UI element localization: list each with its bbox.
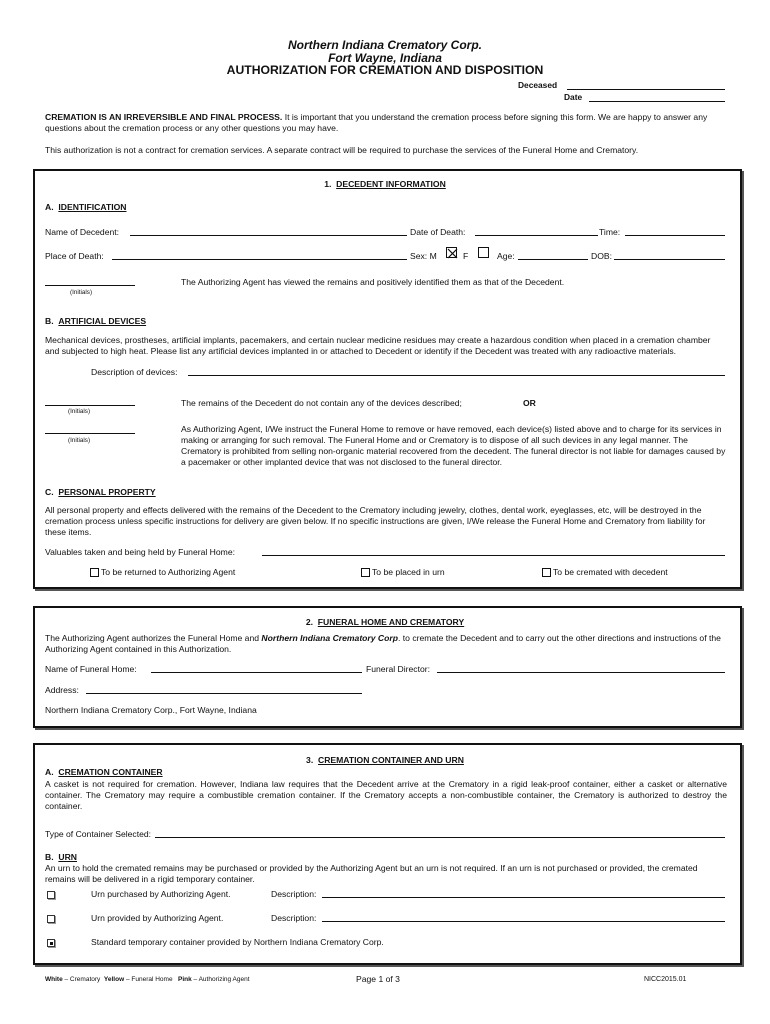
time-of-death-label: Time:	[599, 227, 621, 237]
funeral-director-field[interactable]	[437, 672, 725, 673]
personal-property-paragraph: All personal property and effects delivered with the remains of the Decedent to the Crematory including jewelry, clothes, dental work, eyeglasses, etc, will be destroyed in the cremation process unless specific instructions for delivery are given below. If no specific instructions are given, I/We release the Funeral Home and Crematory from liability for these items.	[45, 505, 706, 537]
company-location: Fort Wayne, Indiana	[328, 51, 442, 65]
cremate-with-decedent-checkbox[interactable]	[542, 568, 551, 577]
section1-number: 1.	[324, 179, 332, 189]
standard-container-label: Standard temporary container provided by Northern Indiana Crematory Corp.	[91, 937, 384, 947]
section2-heading	[0, 617, 770, 627]
valuables-label: Valuables taken and being held by Funeral Home:	[45, 547, 235, 557]
contract-note: This authorization is not a contract for cremation services. A separate contract will be required to purchase the services of the Funeral Home and Crematory.	[45, 145, 639, 155]
section2-title: FUNERAL HOME AND CREMATORY	[317, 617, 465, 627]
subsection-a-letter: A.	[45, 202, 54, 212]
yellow-copy-dest: – Funeral Home	[125, 976, 173, 983]
section2-number: 2.	[305, 617, 313, 627]
date-label: Date	[564, 92, 583, 102]
authorization-post: . to cremate the Decedent and to carry out the other directions and instructions of the Authorizing Agent contained in this Authorization.	[45, 633, 721, 654]
urn-purchased-description-field[interactable]	[322, 897, 725, 898]
cremate-with-decedent-label: To be cremated with decedent	[553, 567, 668, 577]
section3-number: 3.	[306, 755, 314, 765]
subsection-identification	[45, 202, 126, 212]
container-type-label: Type of Container Selected:	[45, 829, 152, 839]
form-title: AUTHORIZATION FOR CREMATION AND DISPOSITION	[226, 63, 544, 77]
container-paragraph: A casket is not required for cremation. However, Indiana law requires that the Decedent arrive at the Crematory in a rigid leak-proof container, either a casket or alternative container. The Crematory may require a combustible cremation container. If the Crematory accepts a non-combustible container, the Crematory is authorized to destroy the container.	[45, 779, 727, 811]
urn-purchased-checkbox[interactable]	[47, 891, 55, 899]
remove-devices-statement: As Authorizing Agent, I/We instruct the Funeral Home to remove or have removed, each device(s) listed above and to charge for its services in making or arranging for such removal. The Funeral Home and or Crematory is to dispose of all such devices in any legal manner. The Crematory is prohibited from selling non-organic material recovered from the decedent. The funeral director is not liable for damages caused by a pacemaker or other implanted device that was not disclosed to the funeral director.	[181, 424, 726, 467]
standard-container-checkbox[interactable]	[47, 939, 55, 947]
warning-rest: It is important that you understand the cremation process before signing this form. We are happy to answer any questions about the cremation process or any other questions you may have.	[45, 112, 708, 133]
warning-bold: CREMATION IS AN IRREVERSIBLE AND FINAL PROCESS.	[45, 112, 283, 122]
address-field[interactable]	[86, 693, 362, 694]
deceased-field[interactable]	[567, 89, 725, 90]
urn-provided-label: Urn provided by Authorizing Agent.	[91, 913, 224, 923]
subsection-personal-property	[45, 487, 156, 497]
subsection-3a-title: CREMATION CONTAINER	[58, 767, 163, 777]
checked-dot-icon	[50, 942, 53, 945]
sex-f-checkbox[interactable]	[478, 247, 489, 258]
company-name: Northern Indiana Crematory Corp.	[287, 38, 483, 52]
date-field[interactable]	[589, 101, 725, 102]
place-in-urn-label: To be placed in urn	[372, 567, 445, 577]
urn-paragraph: An urn to hold the cremated remains may be purchased or provided by the Authorizing Agent but an urn is not required. If an urn is not purchased or provided, the cremated remains will be delivered in a rigid temporary container.	[45, 863, 698, 884]
urn-provided-description-field[interactable]	[322, 921, 725, 922]
return-to-agent-checkbox[interactable]	[90, 568, 99, 577]
name-of-decedent-field[interactable]	[130, 235, 407, 236]
check-x-icon	[447, 248, 458, 259]
initials-no-devices-field[interactable]	[45, 405, 135, 406]
sex-m-label: Sex: M	[410, 251, 437, 261]
date-of-death-field[interactable]	[475, 235, 598, 236]
viewed-remains-statement: The Authorizing Agent has viewed the remains and positively identified them as that of the Decedent.	[181, 277, 565, 287]
dob-field[interactable]	[614, 259, 725, 260]
subsection-3a-letter: A.	[45, 767, 54, 777]
form-code: NICC2015.01	[644, 976, 687, 983]
devices-description-label: Description of devices:	[91, 367, 178, 377]
age-field[interactable]	[518, 259, 588, 260]
page-number: Page 1 of 3	[356, 974, 400, 984]
section3-heading	[0, 755, 770, 765]
no-devices-statement: The remains of the Decedent do not contain any of the devices described;	[181, 398, 462, 408]
pink-copy-label: Pink	[177, 976, 192, 983]
crematory-line: Northern Indiana Crematory Corp., Fort Wayne, Indiana	[45, 705, 257, 715]
section3-title: CREMATION CONTAINER AND URN	[318, 755, 464, 765]
subsection-artificial-devices	[45, 316, 146, 326]
initials-label: (Initials)	[68, 408, 91, 415]
white-copy-dest: – Crematory	[64, 976, 101, 983]
return-to-agent-label: To be returned to Authorizing Agent	[101, 567, 236, 577]
container-type-field[interactable]	[155, 837, 725, 838]
subsection-3b-title: URN	[58, 852, 77, 862]
authorization-paragraph	[45, 633, 727, 655]
section1-title: DECEDENT INFORMATION	[336, 179, 446, 189]
subsection-a-title: IDENTIFICATION	[58, 202, 127, 212]
copy-distribution	[45, 976, 250, 983]
initials-label: (Initials)	[68, 437, 91, 444]
urn-provided-description-label: Description:	[271, 913, 317, 923]
time-of-death-field[interactable]	[625, 235, 725, 236]
place-of-death-field[interactable]	[112, 259, 407, 260]
address-label: Address:	[45, 685, 79, 695]
urn-provided-checkbox[interactable]	[47, 915, 55, 923]
pink-copy-dest: – Authorizing Agent	[193, 976, 250, 983]
yellow-copy-label: Yellow	[103, 976, 125, 983]
age-label: Age:	[497, 251, 515, 261]
or-label: OR	[523, 398, 536, 408]
subsection-b-letter: B.	[45, 316, 54, 326]
authorization-company: Northern Indiana Crematory Corp	[261, 633, 398, 643]
subsection-b-title: ARTIFICIAL DEVICES	[58, 316, 147, 326]
sex-m-checkbox[interactable]	[446, 247, 457, 258]
sex-f-label: F	[463, 251, 469, 261]
subsection-c-letter: C.	[45, 487, 54, 497]
funeral-home-name-field[interactable]	[151, 672, 362, 673]
funeral-home-name-label: Name of Funeral Home:	[45, 664, 137, 674]
initials-remove-devices-field[interactable]	[45, 433, 135, 434]
deceased-label: Deceased	[518, 80, 558, 90]
subsection-3b-letter: B.	[45, 852, 54, 862]
date-of-death-label: Date of Death:	[410, 227, 466, 237]
funeral-director-label: Funeral Director:	[366, 664, 430, 674]
urn-purchased-description-label: Description:	[271, 889, 317, 899]
authorization-pre: The Authorizing Agent authorizes the Funeral Home and	[45, 633, 260, 643]
section1-heading	[0, 179, 770, 189]
place-in-urn-checkbox[interactable]	[361, 568, 370, 577]
subsection-c-title: PERSONAL PROPERTY	[58, 487, 156, 497]
initials-label: (Initials)	[70, 289, 93, 296]
dob-label: DOB:	[591, 251, 613, 261]
urn-purchased-label: Urn purchased by Authorizing Agent.	[91, 889, 231, 899]
irreversible-warning	[45, 112, 725, 134]
initials-viewed-field[interactable]	[45, 285, 135, 286]
devices-paragraph: Mechanical devices, prostheses, artificial implants, pacemakers, and certain nuclear medicine residues may create a hazardous condition when placed in a cremation chamber and subjected to high heat. Please list any artificial devices implanted in or attached to Decedent or identify if the Decedent was treated with any radioactive materials.	[45, 335, 711, 356]
devices-description-field[interactable]	[188, 375, 725, 376]
white-copy-label: White	[45, 976, 63, 983]
name-of-decedent-label: Name of Decedent:	[45, 227, 120, 237]
valuables-field[interactable]	[262, 555, 725, 556]
subsection-urn	[45, 852, 77, 862]
subsection-cremation-container	[45, 767, 163, 777]
place-of-death-label: Place of Death:	[45, 251, 104, 261]
